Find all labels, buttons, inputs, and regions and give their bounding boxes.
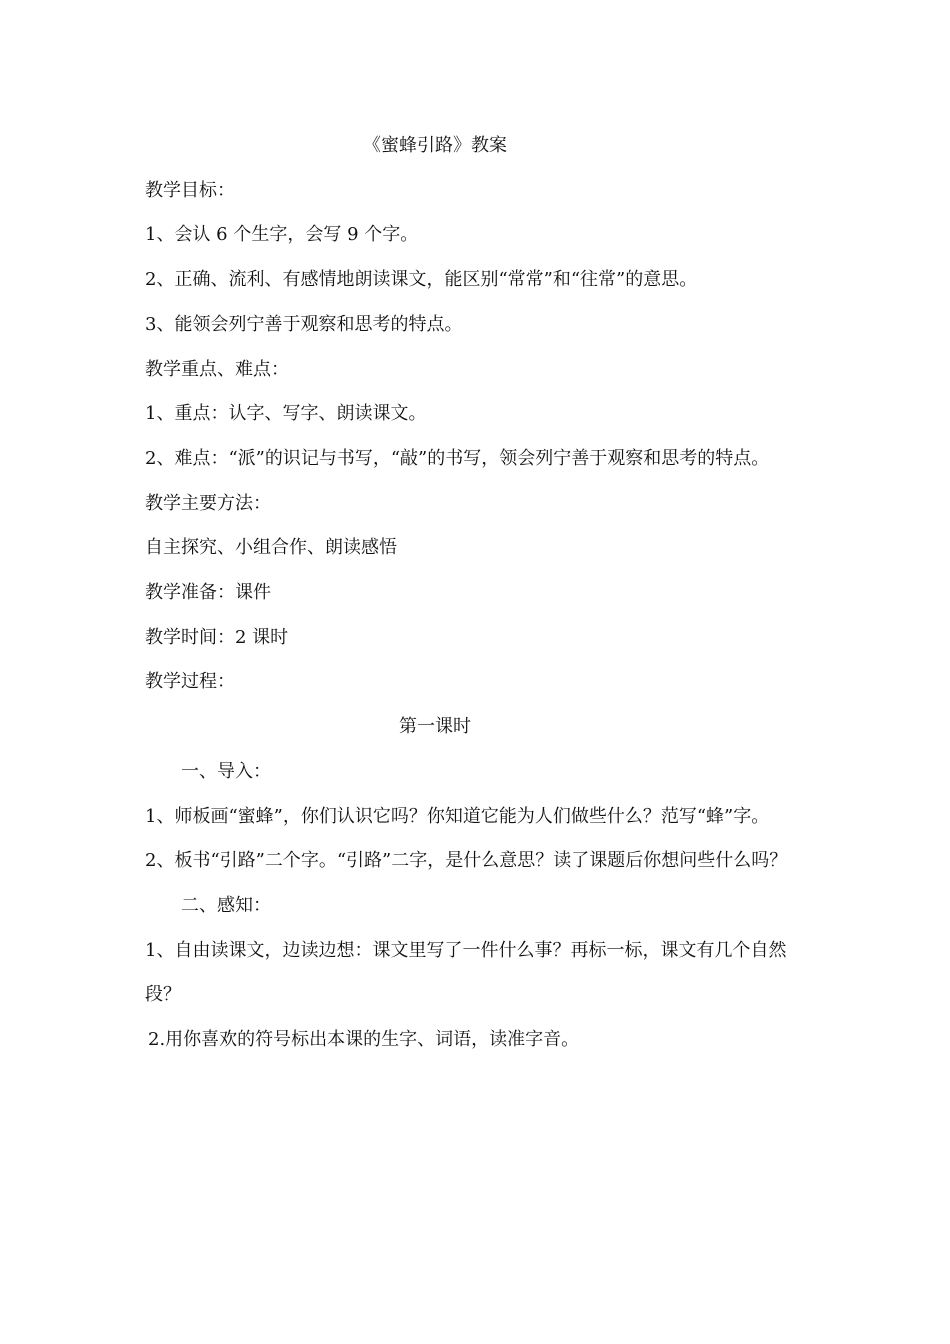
focus-heading: 教学重点、难点：: [145, 358, 289, 380]
lesson-heading: 第一课时: [399, 716, 471, 738]
focus-item-2: 2、难点：“派”的识记与书写，“敲”的书写，领会列宁善于观察和思考的特点。: [145, 447, 770, 469]
section-1-heading: 一、导入：: [181, 760, 271, 782]
section-2-heading: 二、感知：: [181, 894, 271, 916]
process-heading: 教学过程：: [145, 671, 235, 693]
goal-item-2: 2、正确、流利、有感情地朗读课文，能区别“常常”和“往常”的意思。: [145, 269, 698, 291]
methods-heading: 教学主要方法：: [145, 492, 271, 514]
document-title: 《蜜蜂引路》教案: [363, 135, 507, 156]
preparation-line: 教学准备：课件: [145, 582, 271, 604]
perceive-item-2: 2.用你喜欢的符号标出本课的生字、词语，读准字音。: [148, 1029, 580, 1051]
intro-item-1: 1、师板画“蜜蜂”，你们认识它吗？你知道它能为人们做些什么？范写“蜂”字。: [145, 805, 770, 827]
goals-heading: 教学目标：: [145, 179, 235, 201]
focus-item-1: 1、重点：认字、写字、朗读课文。: [145, 403, 427, 425]
time-line: 教学时间：2 课时: [145, 626, 289, 648]
intro-item-2: 2、板书“引路”二个字。“引路”二字，是什么意思？读了课题后你想问些什么吗？: [145, 850, 788, 872]
goal-item-3: 3、能领会列宁善于观察和思考的特点。: [145, 313, 463, 335]
methods-text: 自主探究、小组合作、朗读感悟: [145, 537, 397, 559]
perceive-item-1: 1、自由读课文，边读边想：课文里写了一件什么事？再标一标，课文有几个自然段？: [145, 939, 787, 1006]
goal-item-1: 1、会认 6 个生字，会写 9 个字。: [145, 224, 419, 246]
document-body: [145, 124, 815, 1063]
